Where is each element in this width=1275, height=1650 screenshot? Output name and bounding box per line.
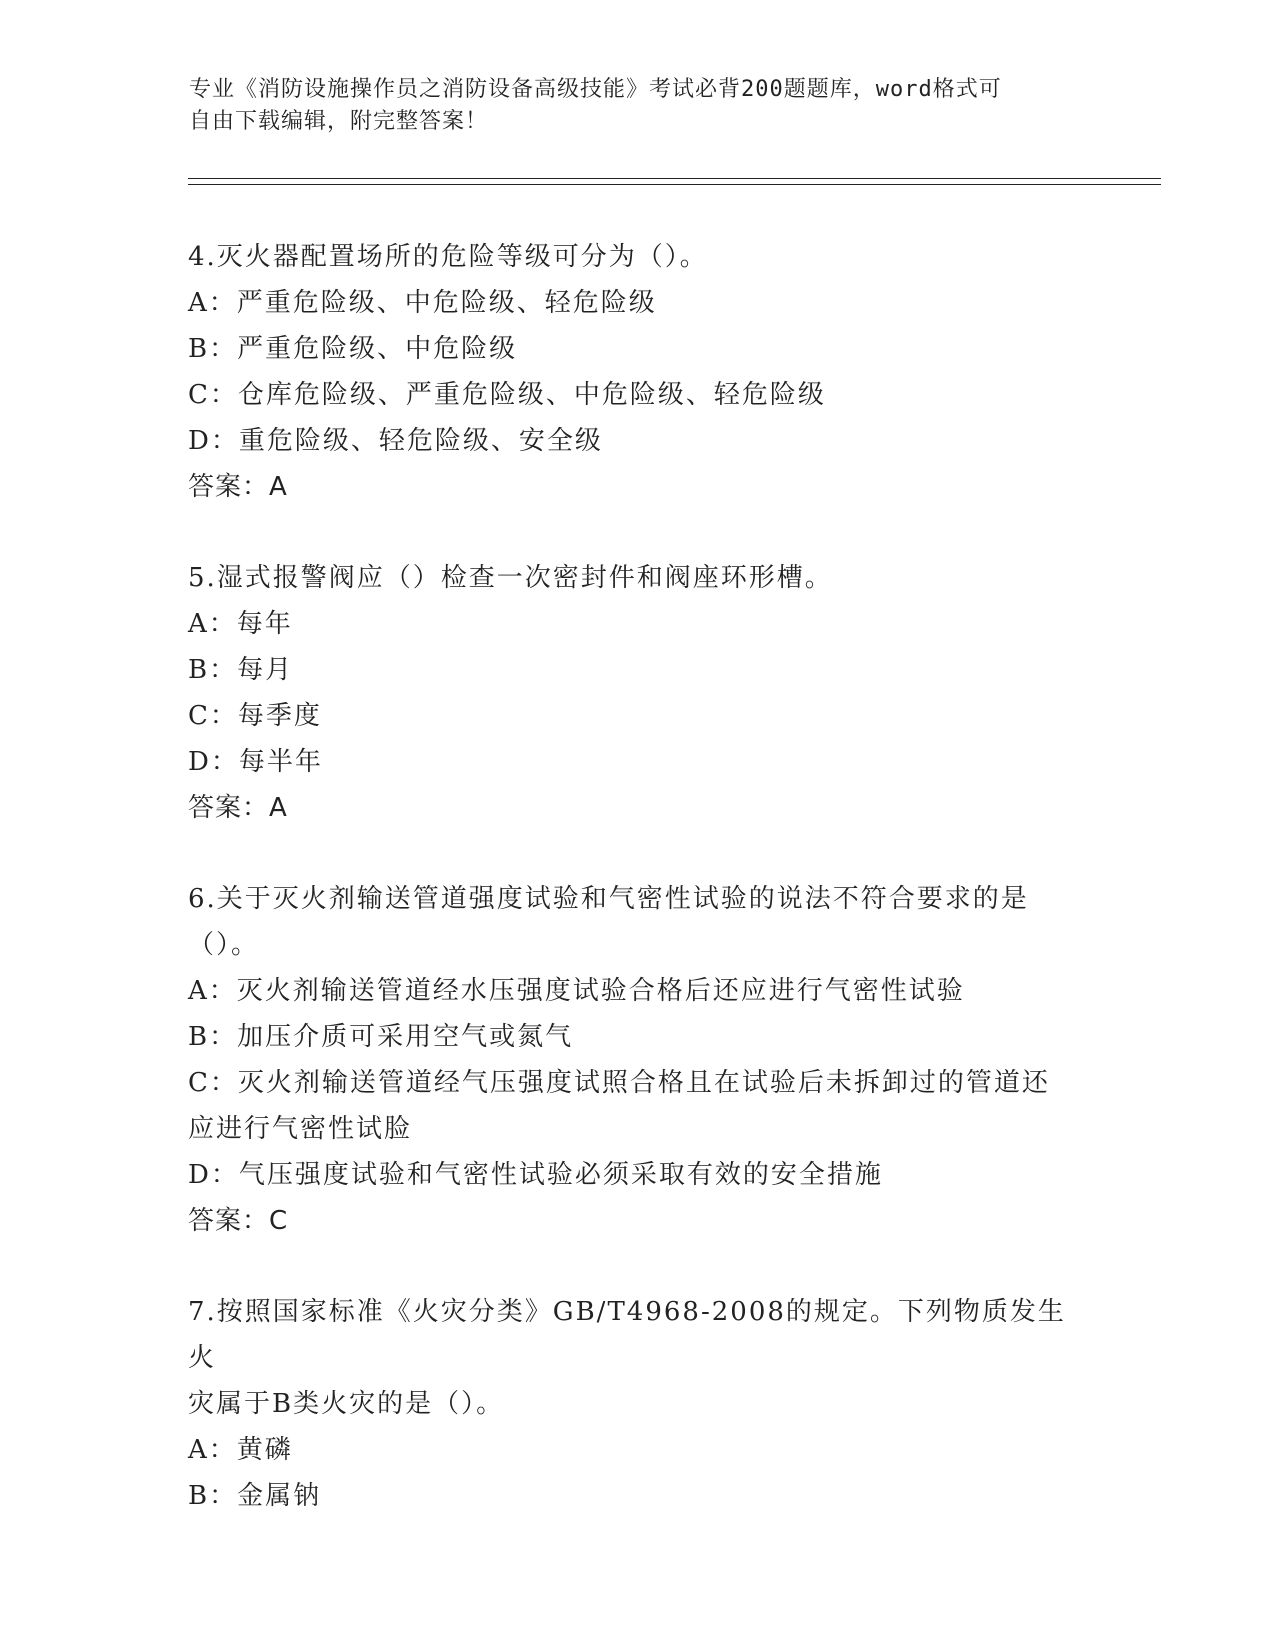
question-block bbox=[188, 876, 1088, 1244]
question-option: D：气压强度试验和气密性试验必须采取有效的安全措施 bbox=[188, 1160, 883, 1190]
question-option: B：金属钠 bbox=[188, 1481, 322, 1511]
question-list bbox=[188, 234, 1088, 1564]
question-option: D：重危险级、轻危险级、安全级 bbox=[188, 426, 603, 456]
question-option: B：加压介质可采用空气或氮气 bbox=[188, 1022, 574, 1052]
answer-label: 答案：A bbox=[188, 472, 288, 502]
question-option: C：灭火剂输送管道经气压强度试照合格且在试验后未拆卸过的管道还 bbox=[188, 1068, 1050, 1098]
question-option: A：每年 bbox=[188, 609, 293, 639]
answer-label: 答案：A bbox=[188, 793, 288, 823]
question-stem: 6.关于灭火剂输送管道强度试验和气密性试验的说法不符合要求的是 bbox=[188, 884, 1029, 914]
header-line-2: 自由下载编辑，附完整答案！ bbox=[189, 109, 489, 134]
question-option: A：严重危险级、中危险级、轻危险级 bbox=[188, 288, 657, 318]
question-stem: （）。 bbox=[188, 930, 260, 960]
question-option: B：严重危险级、中危险级 bbox=[188, 334, 518, 364]
question-option: 应进行气密性试脸 bbox=[188, 1114, 413, 1144]
question-option: A：黄磷 bbox=[188, 1435, 293, 1465]
document-header bbox=[189, 74, 1089, 138]
question-option: D：每半年 bbox=[188, 747, 323, 777]
question-stem: 5.湿式报警阀应（）检查一次密封件和阀座环形槽。 bbox=[188, 563, 833, 593]
question-stem: 灾属于B类火灾的是（）。 bbox=[188, 1389, 505, 1419]
question-stem: 4.灭火器配置场所的危险等级可分为（）。 bbox=[188, 242, 708, 272]
question-option: C：每季度 bbox=[188, 701, 322, 731]
header-line-1: 专业《消防设施操作员之消防设备高级技能》考试必背200题题库，word格式可 bbox=[189, 77, 1002, 102]
answer-label: 答案：C bbox=[188, 1206, 289, 1236]
question-option: A：灭火剂输送管道经水压强度试验合格后还应进行气密性试验 bbox=[188, 976, 965, 1006]
question-stem: 7.按照国家标准《火灾分类》GB/T4968-2008的规定。下列物质发生火 bbox=[188, 1297, 1066, 1373]
question-block bbox=[188, 1289, 1088, 1519]
question-option: B：每月 bbox=[188, 655, 294, 685]
question-block bbox=[188, 555, 1088, 831]
header-double-rule bbox=[188, 178, 1161, 185]
question-block bbox=[188, 234, 1088, 510]
question-option: C：仓库危险级、严重危险级、中危险级、轻危险级 bbox=[188, 380, 826, 410]
